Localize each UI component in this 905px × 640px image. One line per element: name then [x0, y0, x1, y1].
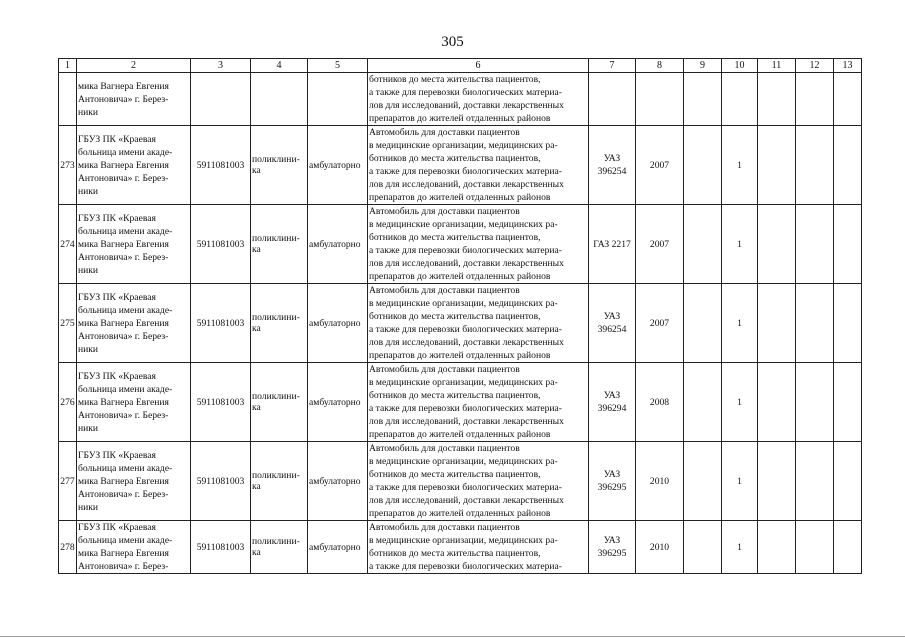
vehicle-model-cell: [589, 363, 636, 442]
empty-cell: [834, 363, 862, 442]
empty-cell: [796, 205, 834, 284]
column-header: 1: [59, 59, 77, 73]
inn-cell: 5911081003: [191, 284, 251, 363]
quantity-cell: [722, 73, 758, 126]
table-row: [59, 521, 862, 574]
organization-cell: [77, 205, 191, 284]
empty-cell: [684, 363, 722, 442]
unit-cell: [251, 284, 308, 363]
vehicle-model-cell: [589, 284, 636, 363]
vehicle-model-cell: [589, 521, 636, 574]
purpose-cell: [368, 363, 589, 442]
empty-cell: [684, 284, 722, 363]
unit-text: поликлини- ка: [252, 312, 300, 334]
organization-cell: [77, 363, 191, 442]
empty-cell: [758, 442, 796, 521]
column-header: 12: [796, 59, 834, 73]
quantity-cell: 1: [722, 205, 758, 284]
organization-text: ГБУЗ ПК «Краевая больница имени акаде- мика Вагнера Евгения Антоновича» г. Берез-: [78, 522, 173, 572]
empty-cell: [834, 284, 862, 363]
care-mode-cell: [308, 73, 368, 126]
empty-cell: [758, 284, 796, 363]
row-number-cell: 276: [59, 363, 77, 442]
empty-cell: [834, 205, 862, 284]
care-mode-cell: амбулаторно: [308, 442, 368, 521]
scan-bottom-edge: [0, 636, 905, 637]
quantity-cell: 1: [722, 363, 758, 442]
column-header: 6: [368, 59, 589, 73]
year-cell: [636, 73, 684, 126]
continuation-row: [59, 73, 862, 126]
column-header: 3: [191, 59, 251, 73]
organization-text: ГБУЗ ПК «Краевая больница имени акаде- мика Вагнера Евгения Антоновича» г. Берез- ники: [78, 212, 173, 276]
row-number-cell: [59, 73, 77, 126]
table-row: [59, 126, 862, 205]
vehicle-model-text: УАЗ 396295: [597, 535, 627, 559]
purpose-text: Автомобиль для доставки пациентов в медицинские организации, медицинских ра- ботников до места жительства пациентов, а также для перевозки биологических материа- лов для исследований, доставки лекарственных препаратов до жителей отдаленных районов: [369, 127, 564, 203]
column-header: 13: [834, 59, 862, 73]
purpose-cell: [368, 442, 589, 521]
year-cell: 2010: [636, 442, 684, 521]
purpose-cell: [368, 205, 589, 284]
row-number-cell: 274: [59, 205, 77, 284]
purpose-text: Автомобиль для доставки пациентов в медицинские организации, медицинских ра- ботников до места жительства пациентов, а также для перевозки биологических материа- лов для исследований, доставки лекарственных препаратов до жителей отдаленных районов: [369, 364, 564, 440]
year-cell: 2007: [636, 205, 684, 284]
vehicle-model-cell: [589, 126, 636, 205]
empty-cell: [796, 442, 834, 521]
inn-cell: 5911081003: [191, 205, 251, 284]
vehicle-model-cell: [589, 205, 636, 284]
organization-text: ГБУЗ ПК «Краевая больница имени акаде- мика Вагнера Евгения Антоновича» г. Берез- ники: [78, 449, 173, 513]
column-header: 9: [684, 59, 722, 73]
vehicle-model-text: ГАЗ 2217: [593, 238, 631, 250]
page-number: 305: [441, 34, 464, 50]
year-cell: 2007: [636, 284, 684, 363]
vehicle-model-cell: [589, 442, 636, 521]
organization-text: ГБУЗ ПК «Краевая больница имени акаде- мика Вагнера Евгения Антоновича» г. Берез- ники: [78, 291, 173, 355]
organization-text: мика Вагнера Евгения Антоновича» г. Берез- ники: [78, 80, 169, 118]
row-number-cell: 273: [59, 126, 77, 205]
unit-text: поликлини- ка: [252, 391, 300, 413]
vehicle-model-text: УАЗ 396294: [597, 390, 627, 414]
unit-cell: [251, 205, 308, 284]
unit-text: поликлини- ка: [252, 154, 300, 176]
unit-cell: [251, 442, 308, 521]
year-cell: 2010: [636, 521, 684, 574]
table-row: [59, 284, 862, 363]
unit-text: поликлини- ка: [252, 233, 300, 255]
purpose-text: Автомобиль для доставки пациентов в медицинские организации, медицинских ра- ботников до места жительства пациентов, а также для перевозки биологических материа- лов для исследований, доставки лекарственных препаратов до жителей отдаленных районов: [369, 285, 564, 361]
organization-cell: [77, 442, 191, 521]
care-mode-cell: амбулаторно: [308, 363, 368, 442]
inn-cell: 5911081003: [191, 521, 251, 574]
column-header: 5: [308, 59, 368, 73]
vehicle-model-text: УАЗ 396254: [597, 311, 627, 335]
purpose-text: Автомобиль для доставки пациентов в медицинские организации, медицинских ра- ботников до места жительства пациентов, а также для перевозки биологических материа- лов для исследований, доставки лекарственных препаратов до жителей отдаленных районов: [369, 206, 564, 282]
empty-cell: [684, 126, 722, 205]
column-number-row: [59, 59, 862, 73]
column-header: 2: [77, 59, 191, 73]
empty-cell: [684, 442, 722, 521]
quantity-cell: 1: [722, 521, 758, 574]
vehicle-registry-table: [58, 58, 862, 574]
unit-text: поликлини- ка: [252, 470, 300, 492]
row-number-cell: 278: [59, 521, 77, 574]
column-header: 8: [636, 59, 684, 73]
quantity-cell: 1: [722, 442, 758, 521]
organization-text: ГБУЗ ПК «Краевая больница имени акаде- мика Вагнера Евгения Антоновича» г. Берез- ники: [78, 370, 173, 434]
care-mode-cell: амбулаторно: [308, 205, 368, 284]
organization-cell: [77, 521, 191, 574]
quantity-cell: 1: [722, 126, 758, 205]
purpose-cell: [368, 284, 589, 363]
organization-text: ГБУЗ ПК «Краевая больница имени акаде- мика Вагнера Евгения Антоновича» г. Берез- ники: [78, 133, 173, 197]
care-mode-cell: амбулаторно: [308, 521, 368, 574]
empty-cell: [796, 126, 834, 205]
table-row: [59, 363, 862, 442]
purpose-cell: [368, 73, 589, 126]
year-cell: 2007: [636, 126, 684, 205]
unit-cell: [251, 363, 308, 442]
empty-cell: [796, 363, 834, 442]
empty-cell: [834, 126, 862, 205]
year-cell: 2008: [636, 363, 684, 442]
care-mode-cell: амбулаторно: [308, 126, 368, 205]
column-header: 10: [722, 59, 758, 73]
organization-cell: [77, 73, 191, 126]
purpose-text: Автомобиль для доставки пациентов в медицинские организации, медицинских ра- ботников до места жительства пациентов, а также для перевозки биологических материа- лов для исследований, доставки лекарственных препаратов до жителей отдаленных районов: [369, 443, 564, 519]
column-header: 4: [251, 59, 308, 73]
vehicle-model-cell: [589, 73, 636, 126]
empty-cell: [684, 521, 722, 574]
column-header: 7: [589, 59, 636, 73]
vehicle-model-text: УАЗ 396295: [597, 469, 627, 493]
inn-cell: 5911081003: [191, 442, 251, 521]
inn-cell: 5911081003: [191, 363, 251, 442]
empty-cell: [758, 126, 796, 205]
row-number-cell: 275: [59, 284, 77, 363]
empty-cell: [834, 73, 862, 126]
empty-cell: [796, 521, 834, 574]
table-row: [59, 442, 862, 521]
row-number-cell: 277: [59, 442, 77, 521]
purpose-text: ботников до места жительства пациентов, а также для перевозки биологических материа- лов для исследований, доставки лекарственных препаратов до жителей отдаленных районов: [369, 74, 564, 124]
unit-cell: [251, 126, 308, 205]
empty-cell: [684, 73, 722, 126]
unit-cell: [251, 73, 308, 126]
quantity-cell: 1: [722, 284, 758, 363]
organization-cell: [77, 126, 191, 205]
empty-cell: [796, 284, 834, 363]
unit-cell: [251, 521, 308, 574]
unit-text: поликлини- ка: [252, 536, 300, 558]
empty-cell: [796, 73, 834, 126]
purpose-cell: [368, 521, 589, 574]
table-row: [59, 205, 862, 284]
vehicle-model-text: УАЗ 396254: [597, 153, 627, 177]
empty-cell: [758, 73, 796, 126]
empty-cell: [758, 205, 796, 284]
inn-cell: 5911081003: [191, 126, 251, 205]
purpose-cell: [368, 126, 589, 205]
column-header: 11: [758, 59, 796, 73]
purpose-text: Автомобиль для доставки пациентов в медицинские организации, медицинских ра- ботников до места жительства пациентов, а также для перевозки биологических материа-: [369, 522, 562, 572]
care-mode-cell: амбулаторно: [308, 284, 368, 363]
empty-cell: [758, 521, 796, 574]
organization-cell: [77, 284, 191, 363]
inn-cell: [191, 73, 251, 126]
empty-cell: [758, 363, 796, 442]
empty-cell: [684, 205, 722, 284]
empty-cell: [834, 442, 862, 521]
empty-cell: [834, 521, 862, 574]
